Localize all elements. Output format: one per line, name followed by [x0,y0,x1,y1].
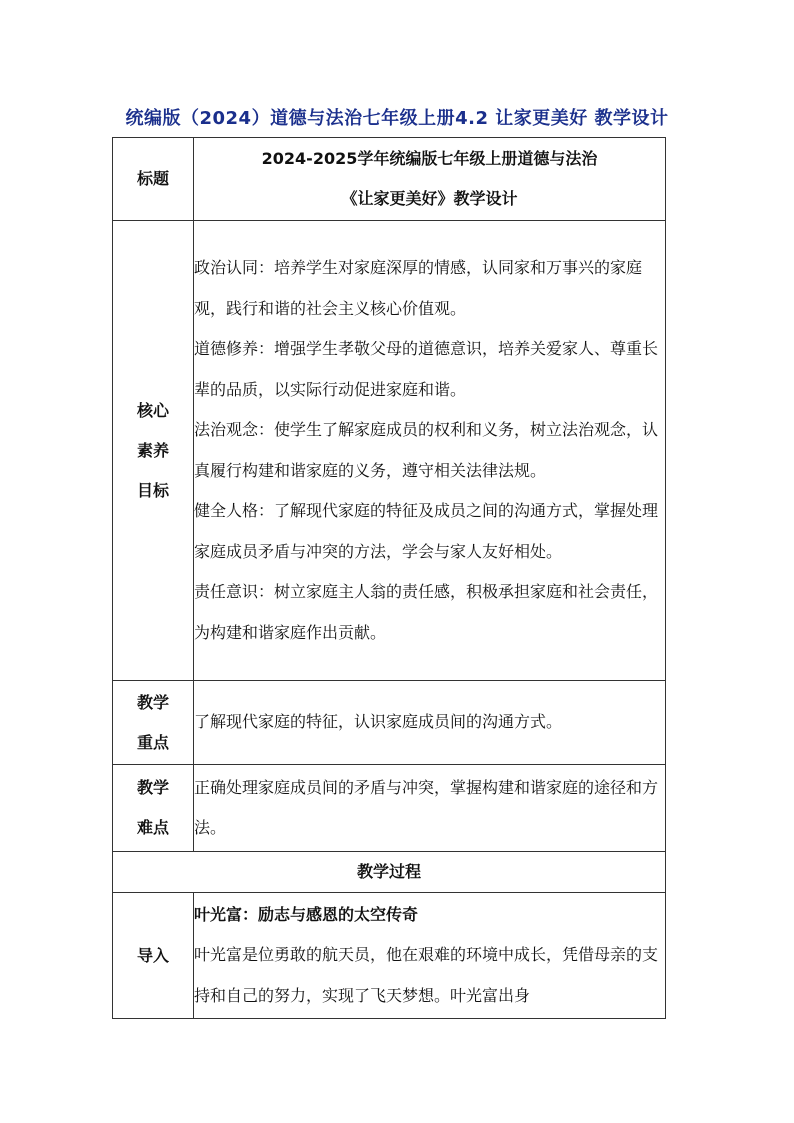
key-points-text: 了解现代家庭的特征，认识家庭成员间的沟通方式。 [194,712,563,732]
key-points-label-line-1: 教学 [136,692,169,712]
key-points-row [113,681,666,765]
key-points-label [113,681,194,765]
core-literacy-row [113,221,666,681]
rule-of-law-paragraph: 法治观念：使学生了解家庭成员的权利和义务，树立法治观念，认真履行构建和谐家庭的义务，遵守相关法律法规。 [194,420,659,480]
key-points-content [194,681,666,765]
difficulties-label [113,765,194,852]
moral-cultivation-paragraph: 道德修养：增强学生孝敬父母的道德意识，培养关爱家人、尊重长辈的品质，以实际行动促进家庭和谐。 [194,339,659,399]
key-points-label-line-2: 重点 [136,732,169,752]
core-literacy-content [194,221,666,681]
difficulties-text: 正确处理家庭成员间的矛盾与冲突，掌握构建和谐家庭的途径和方法。 [194,777,659,837]
difficulties-label-line-1: 教学 [136,778,169,797]
core-literacy-label-line-1: 核心 [136,400,169,420]
responsibility-paragraph: 责任意识：树立家庭主人翁的责任感，积极承担家庭和社会责任，为构建和谐家庭作出贡献。 [194,582,659,642]
political-identity-paragraph: 政治认同：培养学生对家庭深厚的情感，认同家和万事兴的家庭观，践行和谐的社会主义核心价值观。 [194,258,643,318]
title-label: 标题 [113,138,194,221]
intro-subtitle: 叶光富：励志与感恩的太空传奇 [194,904,419,924]
title-content [194,138,666,221]
process-heading: 教学过程 [113,852,666,893]
title-line-1: 2024-2025学年统编版七年级上册道德与法治 [261,148,598,168]
title-row [113,138,666,221]
intro-row [113,893,666,1019]
document-title: 统编版（2024）道德与法治七年级上册4.2 让家更美好 教学设计 [125,108,669,129]
core-literacy-label-line-3: 目标 [136,480,169,500]
process-heading-row [113,852,666,893]
difficulties-label-line-2: 难点 [136,818,169,837]
core-literacy-label-line-2: 素养 [136,440,169,460]
difficulties-row [113,765,666,852]
intro-text: 叶光富是位勇敢的航天员，他在艰难的环境中成长，凭借母亲的支持和自己的努力，实现了飞天梦想。叶光富出身 [194,945,659,1005]
sound-personality-paragraph: 健全人格：了解现代家庭的特征及成员之间的沟通方式，掌握处理家庭成员矛盾与冲突的方法，学会与家人友好相处。 [194,501,659,561]
intro-label: 导入 [113,893,194,1019]
core-literacy-label [113,221,194,681]
difficulties-content [194,765,666,852]
title-line-2: 《让家更美好》教学设计 [341,189,518,208]
lesson-plan-table [112,137,666,1019]
intro-content [194,893,666,1019]
